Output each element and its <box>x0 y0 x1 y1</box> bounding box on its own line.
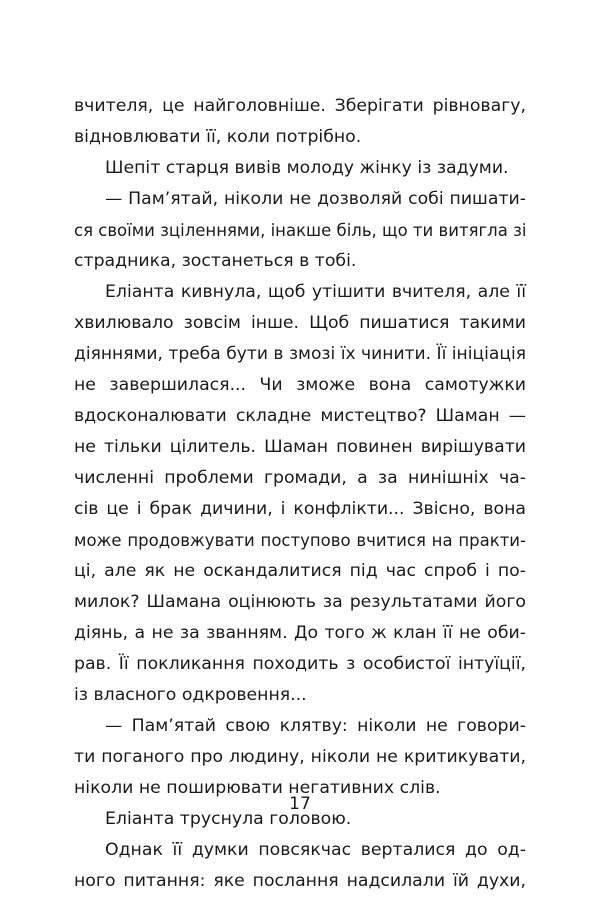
text-line: — Пам’ятай свою клятву: ніколи не говори- <box>105 716 526 736</box>
page-number: 17 <box>289 794 311 814</box>
text-line: ніколи не поширювати негативних слів. <box>74 778 441 798</box>
text-line: хвилювало зовсім інше. Щоб пишатися такими <box>74 313 526 333</box>
text-line: не завершилася... Чи зможе вона самотужки <box>74 375 526 395</box>
text-line: може продовжувати поступово вчитися на практи- <box>74 531 526 550</box>
text-line: сів це і брак дичини, і конфлікти... Звісно, вона <box>74 499 526 519</box>
text-line: вчителя, це найголовніше. Зберігати рівновагу, <box>74 96 526 116</box>
text-line: не тільки цілитель. Шаман повинен вирішувати <box>74 437 526 457</box>
text-line: діяннями, треба бути в змозі їх чинити. Її ініціація <box>74 344 526 364</box>
text-line: Шепіт старця вивів молоду жінку із задуми. <box>105 158 509 178</box>
text-line: ці, але як не оскандалитися під час спроб і по- <box>74 561 526 581</box>
text-line: — Пам’ятай, ніколи не дозволяй собі пишати- <box>105 189 526 209</box>
text-line: із власного одкровення... <box>74 685 307 705</box>
text-line: відновлювати її, коли потрібно. <box>74 127 362 147</box>
text-line: милок? Шамана оцінюють за результатами його <box>74 592 526 612</box>
text-line: вдосконалювати складне мистецтво? Шаман — <box>74 406 526 426</box>
text-line: численні проблеми громади, а за нинішніх ча- <box>74 468 526 488</box>
text-line: ся своїми зціленнями, інакше біль, що ти витягла зі <box>74 221 527 240</box>
body-text <box>74 91 526 897</box>
text-line: Еліанта кивнула, щоб утішити вчителя, але її <box>105 282 526 302</box>
text-line: ти поганого про людину, ніколи не критикувати, <box>74 747 526 767</box>
text-line: стрaдника, зостанеться в тобі. <box>74 251 357 271</box>
text-line: ного питання: яке послання надсилали їй духи, <box>74 871 526 891</box>
text-line: Еліанта труснула головою. <box>105 809 352 829</box>
text-line: діянь, а не за званням. До того ж клан її не оби- <box>74 623 526 643</box>
text-line: Однак її думки повсякчас верталися до од- <box>105 840 526 860</box>
text-line: рав. Її покликання походить з особистої інтуїції, <box>74 654 526 674</box>
